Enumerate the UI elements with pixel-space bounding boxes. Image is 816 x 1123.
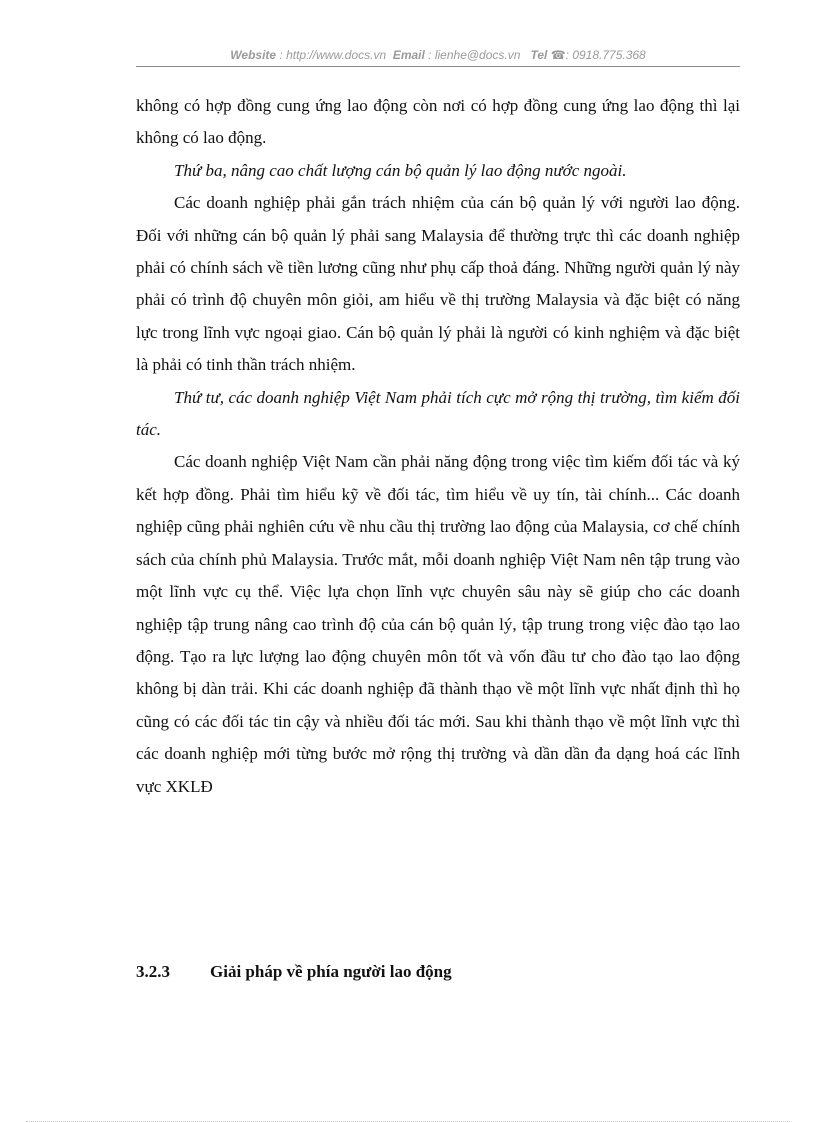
page-bottom-divider [26,1121,790,1122]
paragraph-management-staff: Các doanh nghiệp phải gắn trách nhiệm của cán bộ quản lý với người lao động. Đối với những cán bộ quản lý phải sang Malaysia để thường trực thì các doanh nghiệp phải có chính sách về tiền lương cũng như phụ cấp thoả đáng. Những người quản lý này phải có trình độ chuyên môn giỏi, am hiểu về thị trường Malaysia và đặc biệt có năng lực trong lĩnh vực ngoại giao. Cán bộ quản lý phải là người có kinh nghiệm và đặc biệt là phải có tinh thần trách nhiệm. [136,193,740,375]
paragraph-market-expansion: Các doanh nghiệp Việt Nam cần phải năng động trong việc tìm kiếm đối tác và ký kết hợp đồng. Phải tìm hiểu kỹ về đối tác, tìm hiểu về uy tín, tài chính... Các doanh nghiệp cũng phải nghiên cứu về nhu cầu thị trường lao động của Malaysia, cơ chế chính sách của chính phủ Malaysia. Trước mắt, mỗi doanh nghiệp Việt Nam nên tập trung vào một lĩnh vực cụ thể. Việc lựa chọn lĩnh vực chuyên sâu này sẽ giúp cho các doanh nghiệp tập trung nâng cao trình độ của cán bộ quản lý, tập trung trong việc đào tạo lao động. Tạo ra lực lượng lao động chuyên môn tốt và vốn đầu tư cho đào tạo lao động không bị dàn trải. Khi các doanh nghiệp đã thành thạo về một lĩnh vực nhất định thì họ cũng có các đối tác tin cậy và nhiều đối tác mới. Sau khi thành thạo về một lĩnh vực thì các doanh nghiệp mới từng bước mở rộng thị trường và dần dần đa dạng hoá các lĩnh vực XKLĐ [136,452,740,796]
email-address[interactable]: lienhe@docs.vn [434,48,521,62]
section-number: 3.2.3 [136,962,170,981]
website-label: Website [230,48,277,62]
section-title: Giải pháp về phía người lao động [210,962,452,981]
website-separator: : [276,48,287,62]
section-heading [136,962,452,982]
subheading-fourth-point: Thứ tư, các doanh nghiệp Việt Nam phải tích cực mở rộng thị trường, tìm kiếm đối tác. [136,387,740,440]
page-header [136,46,740,67]
tel-number: 0918.775.368 [572,48,646,62]
email-separator: : [424,48,435,62]
document-body [136,90,740,803]
email-label: Email [392,48,425,62]
tel-separator: : [565,48,573,62]
website-url[interactable]: http://www.docs.vn [286,48,387,62]
phone-icon: ☎ [550,48,566,62]
tel-label: Tel [530,48,548,62]
subheading-third-point: Thứ ba, nâng cao chất lượng cán bộ quản lý lao động nước ngoài. [174,160,627,180]
paragraph-continuation: không có hợp đồng cung ứng lao động còn nơi có hợp đồng cung ứng lao động thì lại không có lao động. [136,96,740,148]
